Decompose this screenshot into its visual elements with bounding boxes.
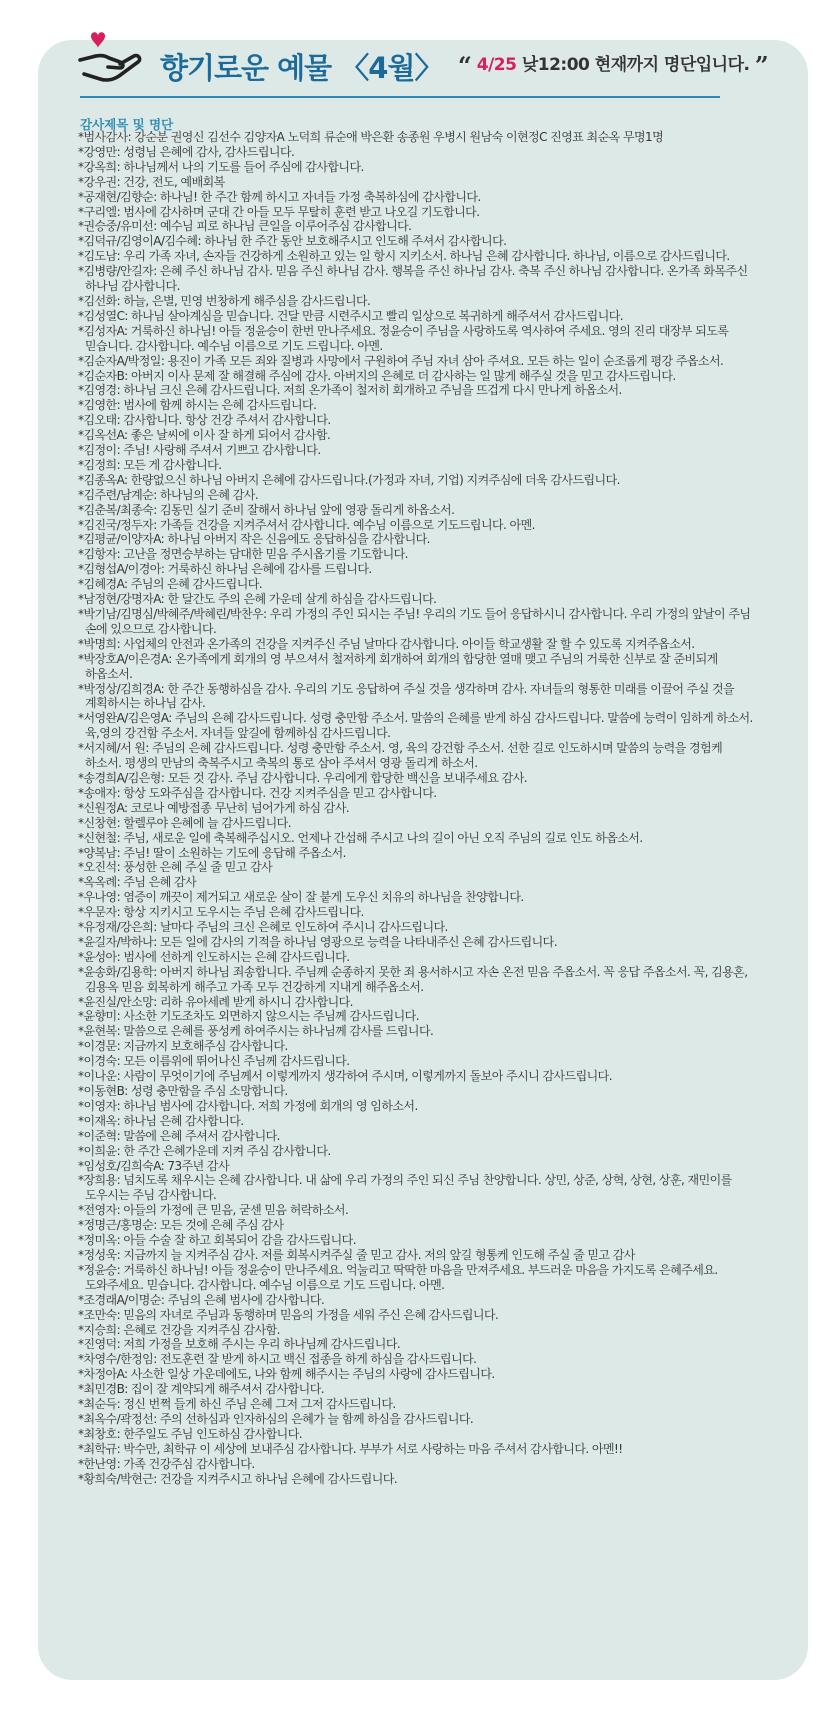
list-item: *윤현복: 말씀으로 은혜를 풍성케 하여주시는 하나님께 감사를 드립니다. (78, 1024, 434, 1039)
update-date: 4/25 (476, 55, 517, 75)
list-item: *신창현: 할렐루야 은혜에 늘 감사드립니다. (78, 815, 291, 830)
list-item: *유정재/강은희: 날마다 주님의 크신 은혜로 인도하여 주시니 감사드립니다. (78, 920, 448, 935)
list-item: *지승희: 은혜로 건강을 지켜주심 감사함. (78, 1322, 280, 1337)
list-item: *이경문: 지금까지 보호해주심 감사합니다. (78, 1039, 288, 1054)
section-title: 감사제목 및 명단 (80, 117, 174, 132)
list-item: *최학규: 박수만, 최학규 이 세상에 보내주심 감사합니다. 부부가 서로 사랑하는 마음 주셔서 감사합니다. 아멘!! (78, 1441, 623, 1456)
update-notice (458, 50, 768, 80)
list-item: *김평균/이양자A: 하나님 아버지 작은 신음에도 응답하심을 감사합니다. (78, 532, 430, 547)
list-item: *김진국/정두자: 가족들 건강을 지켜주셔서 감사합니다. 예수님 이름으로 기도드립니다. 아멘. (78, 517, 535, 532)
list-item: *이영자: 하나님 범사에 감사합니다. 저희 가정에 회개의 영 임하소서. (78, 1098, 418, 1113)
update-text: 낮12:00 현재까지 명단입니다. (516, 55, 750, 75)
list-item: *차정아A: 사소한 일상 가운데에도, 나와 함께 해주시는 주님의 사랑에 감사드립니다. (78, 1367, 495, 1382)
list-item: *최순득: 정신 번쩍 들게 하신 주님 은혜 그저 그저 감사드립니다. (78, 1397, 396, 1412)
list-item: *양복남: 주님! 딸이 소원하는 기도에 응답해 주옵소서. (78, 845, 346, 860)
list-item: *조경래A/이명순: 주님의 은혜 범사에 감사합니다. (78, 1292, 325, 1307)
list-item: *서지혜/서 원: 주님의 은혜 감사드립니다. 성령 충만함 주소서. 영, 육의 강건함 주소서. 선한 길로 인도하시며 말씀의 능력을 경험케 하소서. 평생의 만남의 축복주시고 축복의 통로 삼아 주셔서 영광 돌리게 하소서. (78, 741, 723, 771)
heart-hand-icon (78, 28, 144, 88)
list-item: *진영덕: 저희 가정을 보호해 주시는 우리 하나님께 감사드립니다. (78, 1337, 401, 1352)
quote-close: ” (754, 51, 769, 80)
list-item: *신원정A: 코로나 예방접종 무난히 넘어가게 하심 감사. (78, 800, 350, 815)
list-item: *김항자: 고난을 정면승부하는 담대한 믿음 주시옵기를 기도합니다. (78, 547, 408, 562)
list-item: *김형섭A/이경아: 거룩하신 하나님 은혜에 감사를 드립니다. (78, 562, 372, 577)
list-item: *우문자: 항상 지키시고 도우시는 주님 은혜 감사드립니다. (78, 905, 364, 920)
list-item: *장희용: 넘치도록 채우시는 은혜 감사합니다. 내 삶에 우리 가정의 주인 되신 주님 찬양합니다. 상민, 상준, 상혁, 상현, 상훈, 재민이를 도우시는 주님 감사합니다. (78, 1173, 732, 1203)
list-item: *옥옥례: 주님 은혜 감사 (78, 875, 197, 890)
list-item: *김성자A: 거룩하신 하나님! 아들 정윤승이 한번 만나주세요. 정윤승이 주님을 사랑하도록 역사하여 주세요. 영의 진리 대장부 되도록 믿습니다. 감사합니다. 예수님 이름으로 기도 드립니다. 아멘. (78, 323, 729, 353)
list-item: *김주련/남계순: 하나님의 은혜 감사. (78, 487, 259, 502)
list-item: *강옥희: 하나님께서 나의 기도를 들어 주심에 감사합니다. (78, 159, 364, 174)
list-item: *김정이: 주님! 사랑해 주셔서 기쁘고 감사합니다. (78, 443, 321, 458)
thanksgiving-list (78, 130, 760, 1486)
list-item: *김덕규/김영이A/김수혜: 하나님 한 주간 동안 보호해주시고 인도해 주셔서 감사합니다. (78, 234, 507, 249)
list-item: *공재현/김향순: 하나님! 한 주간 함께 하시고 자녀들 가정 축복하심에 감사합니다. (78, 189, 481, 204)
list-item: *김옥선A: 좋은 날씨에 이사 잘 하게 되어서 감사함. (78, 428, 331, 443)
list-item: *김도남: 우리 가족 자녀, 손자들 건강하게 소원하고 있는 일 항시 지키소서. 하나님 은혜 감사합니다. 하나님, 이름으로 감사드립니다. (78, 249, 730, 264)
list-item: *김영한: 범사에 함께 하시는 은혜 감사드립니다. (78, 398, 317, 413)
list-item: *김종옥A: 한량없으신 하나님 아버지 은혜에 감사드립니다.(가정과 자녀, 기업) 지켜주심에 더욱 감사드립니다. (78, 472, 620, 487)
list-item: *황희숙/박현근: 건강을 지켜주시고 하나님 은혜에 감사드립니다. (78, 1471, 398, 1486)
list-item: *남정현/강명자A: 한 달간도 주의 은혜 가운데 살게 하심을 감사드립니다. (78, 592, 437, 607)
list-item: *오진석: 풍성한 은혜 주실 줄 믿고 감사 (78, 860, 273, 875)
list-item: *김정희: 모든 게 감사합니다. (78, 457, 222, 472)
list-item: *박정상/김희경A: 한 주간 동행하심을 감사. 우리의 기도 응답하여 주실 것을 생각하며 감사. 자녀들의 형통한 미래를 이끌어 주실 것을 계획하시는 하나님 감사. (78, 681, 735, 711)
list-item: *김영경: 하나님 크신 은혜 감사드립니다. 저희 온가족이 철저히 회개하고 주님을 뜨겁게 다시 만나게 하옵소서. (78, 383, 622, 398)
list-item: *서영완A/김은영A: 주님의 은혜 감사드립니다. 성령 충만함 주소서. 말씀의 은혜를 받게 하심 감사드립니다. 말씀에 능력이 임하게 하소서. 육,영의 강건함 주소서. 자녀들 앞길에 함께하심 감사드립니다. (78, 711, 753, 741)
list-item: *전영자: 아들의 가정에 큰 믿음, 굳센 믿음 허락하소서. (78, 1203, 349, 1218)
list-item: *송애자: 항상 도와주심을 감사합니다. 건강 지켜주심을 믿고 감사합니다. (78, 785, 437, 800)
list-item: *최민경B: 집이 잘 계약되게 해주셔서 감사합니다. (78, 1382, 325, 1397)
list-item: *이동현B: 성령 충만함을 주심 소망합니다. (78, 1084, 288, 1098)
list-item: *윤진실/안소망: 리하 유아세례 받게 하시니 감사합니다. (78, 994, 353, 1009)
list-item: *정윤승: 거룩하신 하나님! 아들 정윤승이 만나주세요. 억눌리고 딱딱한 마음을 만져주세요. 부드러운 마음을 가지도록 은혜주세요. 도와주세요. 믿습니다. 감사합니다. 예수님 이름으로 기도 드립니다. 아멘. (78, 1262, 718, 1292)
list-item: *한난영: 가족 건강주심 감사합니다. (78, 1456, 255, 1471)
list-item: *김순자B: 아버지 이사 문제 잘 해결해 주심에 감사. 아버지의 은혜로 더 감사하는 일 많게 해주실 것을 믿고 감사드립니다. (78, 368, 676, 383)
list-item: *김순자A/박정일: 용진이 가족 모든 죄와 질병과 사망에서 구원하여 주님 자녀 삼아 주셔요. 모든 하는 일이 순조롭게 평강 주옵소서. (78, 353, 724, 368)
list-item: *이희윤: 한 주간 은혜가운데 지켜 주심 감사합니다. (78, 1143, 331, 1158)
list-item: *차영수/한정임: 전도훈련 잘 받게 하시고 백신 접종을 하게 하심을 감사드립니다. (78, 1352, 477, 1367)
list-item: *정성욱: 지금까지 늘 지켜주심 감사. 저를 회복시켜주실 줄 믿고 감사. 저의 앞길 형통케 인도해 주실 줄 믿고 감사 (78, 1247, 635, 1262)
list-item: *윤성아: 범사에 선하게 인도하시는 은혜 감사드립니다. (78, 949, 350, 964)
list-item: *최창호: 한주일도 주님 인도하심 감사합니다. (78, 1426, 303, 1441)
list-item: *윤향미: 사소한 기도조차도 외면하지 않으시는 주님께 감사드립니다. (78, 1009, 419, 1024)
list-item: *강영만: 성령님 은혜에 감사, 감사드립니다. (78, 144, 295, 159)
list-item: *정미옥: 아들 수술 잘 하고 회복되어 감을 감사드립니다. (78, 1233, 356, 1248)
list-item: *신현철: 주님, 새로운 일에 축복해주십시오. 언제나 간섭해 주시고 나의 길이 아닌 오직 주님의 길로 인도 하옵소서. (78, 830, 643, 845)
list-item: *우나영: 염증이 깨끗이 제거되고 새로운 살이 잘 붙게 도우신 치유의 하나님을 찬양합니다. (78, 890, 524, 905)
list-item: *권승중/유미선: 예수님 피로 하나님 큰일을 이루어주심 감사합니다. (78, 219, 412, 234)
list-item: *송경희A/김은형: 모든 것 감사. 주님 감사합니다. 우리에게 합당한 백신을 보내주세요 감사. (78, 770, 528, 785)
list-item: *윤송화/김용학: 아버지 하나님 죄송합니다. 주님께 순종하지 못한 죄 용서하시고 자손 온전 믿음 주옵소서. 꼭 응답 주옵소서. 꼭, 김용혼, 김용옥 믿음 회복하게 해주고 가족 모두 건강하게 지내게 해주옵소서. (78, 964, 748, 994)
list-item: *박기남/김명심/박혜주/박혜린/박찬우: 우리 가정의 주인 되시는 주님! 우리의 기도 들어 응답하시니 감사합니다. 우리 가정의 앞날이 주님 손에 있으므로 감사합니다. (78, 607, 751, 636)
list-item: *임성호/김희숙A: 73주년 감사 (78, 1158, 230, 1173)
list-item: *김오태: 감사합니다. 항상 건강 주셔서 감사합니다. (78, 413, 331, 428)
page-title: 향기로운 예물 〈4월〉 (160, 51, 443, 85)
list-item: *강우권: 건강, 전도, 예배회복 (78, 174, 225, 189)
list-item: *이준혁: 말씀에 은혜 주셔서 감사합니다. (78, 1128, 280, 1143)
list-item: *조만숙: 믿음의 자녀로 주님과 동행하며 믿음의 가정을 세워 주신 은혜 감사드립니다. (78, 1307, 499, 1322)
quote-open: “ (458, 51, 472, 80)
list-item: *박장호A/이은경A: 온가족에게 회개의 영 부으셔서 철저하게 회개하여 회개의 합당한 열매 맺고 주님의 거룩한 신부로 잘 준비되게 하옵소서. (78, 651, 718, 681)
list-item: *구리엘: 범사에 감사하며 군대 간 아들 모두 무탈히 훈련 받고 나오길 기도합니다. (78, 204, 480, 219)
list-item: *이경숙: 모든 이름위에 뛰어나신 주님께 감사드립니다. (78, 1054, 350, 1069)
list-item: *김성열C: 하나님 살아계심을 믿습니다. 건달 만큼 시련주시고 빨리 일상으로 복귀하게 해주셔서 감사드립니다. (78, 308, 624, 323)
list-item: *이나운: 사람이 무엇이기에 주님께서 이렇게까지 생각하여 주시며, 이렇게까지 돌보아 주시니 감사드립니다. (78, 1069, 612, 1084)
list-item: *김혜경A: 주님의 은혜 감사드립니다. (78, 577, 263, 592)
list-item: *정명근/홍명순: 모든 것에 은혜 주심 감사 (78, 1218, 284, 1233)
list-item: *김병량/안길자: 은혜 주신 하나님 감사. 믿음 주신 하나님 감사. 행복을 주신 하나님 감사. 축복 주신 하나님 감사합니다. 온가족 화목주신 하나님 감사합니다. (78, 264, 748, 294)
page-header (38, 0, 769, 110)
header-divider (80, 96, 720, 98)
list-item: *박명희: 사업체의 안전과 온가족의 건강을 지켜주신 주님 날마다 감사합니다. 아이들 학교생활 잘 할 수 있도록 지켜주옵소서. (78, 636, 695, 651)
list-item: *김춘복/최종숙: 김동민 실기 준비 잘해서 하나님 앞에 영광 돌리게 하옵소서. (78, 502, 455, 517)
list-item: *김선화: 하늘, 은별, 민영 번창하게 해주심을 감사드립니다. (78, 293, 371, 308)
list-item: *이재옥: 하나님 은혜 감사합니다. (78, 1113, 244, 1128)
list-item: *범사감사: 강순분 권영신 김선수 김양자A 노덕희 류순애 박은환 송종원 우병시 원남숙 이현정C 진영표 최순옥 무명1명 (78, 130, 664, 144)
list-item: *윤길자/박하나: 모든 일에 감사의 기적을 하나님 영광으로 능력을 나타내주신 은혜 감사드립니다. (78, 934, 557, 949)
list-item: *최옥수/곽정선: 주의 선하심과 인자하심의 은혜가 늘 함께 하심을 감사드립니다. (78, 1411, 474, 1426)
